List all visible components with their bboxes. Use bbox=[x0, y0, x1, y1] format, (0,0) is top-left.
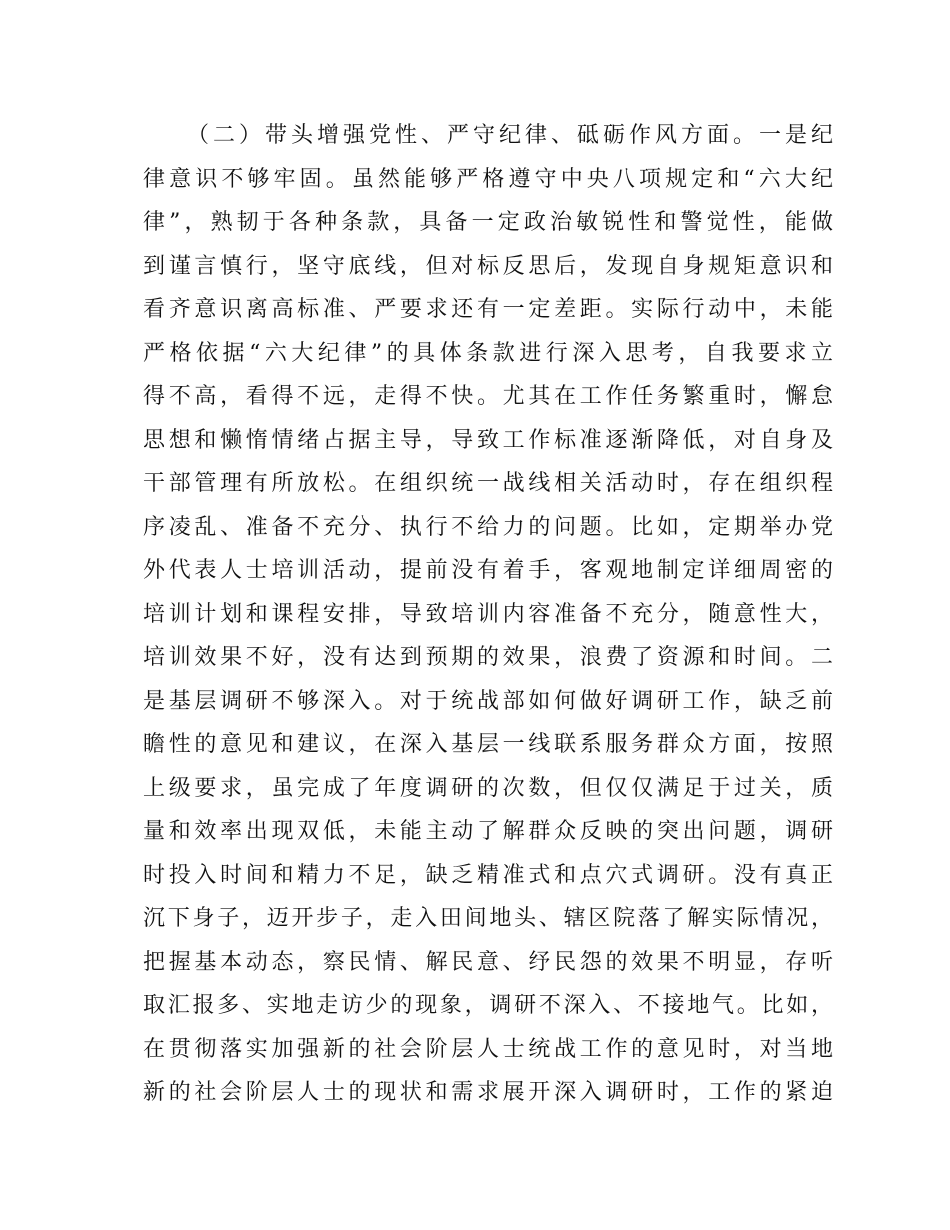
text-line: 上级要求，虽完成了年度调研的次数，但仅仅满足于过关，质 bbox=[143, 775, 833, 801]
text-line: 序凌乱、准备不充分、执行不给力的问题。比如，定期举办党 bbox=[143, 514, 833, 540]
text-line: 律意识不够牢固。虽然能够严格遵守中央八项规定和“六大纪 bbox=[143, 166, 833, 192]
text-line: 沉下身子，迈开步子，走入田间地头、辖区院落了解实际情况， bbox=[143, 906, 833, 931]
text-line: 严格依据“六大纪律”的具体条款进行深入思考，自我要求立 bbox=[143, 340, 833, 366]
text-line: 取汇报多、实地走访少的现象，调研不深入、不接地气。比如， bbox=[143, 993, 833, 1018]
text-line: 时投入时间和精力不足，缺乏精准式和点穴式调研。没有真正 bbox=[143, 862, 833, 888]
text-line: 得不高，看得不远，走得不快。尤其在工作任务繁重时，懈怠 bbox=[143, 384, 833, 409]
text-line: 培训效果不好，没有达到预期的效果，浪费了资源和时间。二 bbox=[143, 645, 833, 670]
body-paragraph bbox=[143, 114, 833, 1115]
text-line: 把握基本动态，察民情、解民意、纾民怨的效果不明显，存听 bbox=[143, 949, 833, 975]
text-line: 思想和懒惰情绪占据主导，导致工作标准逐渐降低，对自身及 bbox=[143, 427, 833, 453]
text-line: 干部管理有所放松。在组织统一战线相关活动时，存在组织程 bbox=[143, 471, 833, 496]
text-line: （二）带头增强党性、严守纪律、砥砺作风方面。一是纪 bbox=[187, 123, 833, 148]
text-line: 看齐意识离高标准、严要求还有一定差距。实际行动中，未能 bbox=[143, 297, 833, 322]
text-line: 培训计划和课程安排，导致培训内容准备不充分，随意性大， bbox=[143, 601, 833, 627]
text-line: 量和效率出现双低，未能主动了解群众反映的突出问题，调研 bbox=[143, 819, 833, 844]
text-line: 在贯彻落实加强新的社会阶层人士统战工作的意见时，对当地 bbox=[143, 1036, 833, 1062]
text-line: 律”，熟韧于各种条款，具备一定政治敏锐性和警觉性，能做 bbox=[143, 210, 833, 235]
text-line: 新的社会阶层人士的现状和需求展开深入调研时，工作的紧迫 bbox=[143, 1080, 833, 1105]
text-line: 是基层调研不够深入。对于统战部如何做好调研工作，缺乏前 bbox=[143, 688, 833, 714]
text-line: 外代表人士培训活动，提前没有着手，客观地制定详细周密的 bbox=[143, 558, 833, 583]
text-line: 瞻性的意见和建议，在深入基层一线联系服务群众方面，按照 bbox=[143, 732, 833, 757]
text-line: 到谨言慎行，坚守底线，但对标反思后，发现自身规矩意识和 bbox=[143, 253, 833, 279]
